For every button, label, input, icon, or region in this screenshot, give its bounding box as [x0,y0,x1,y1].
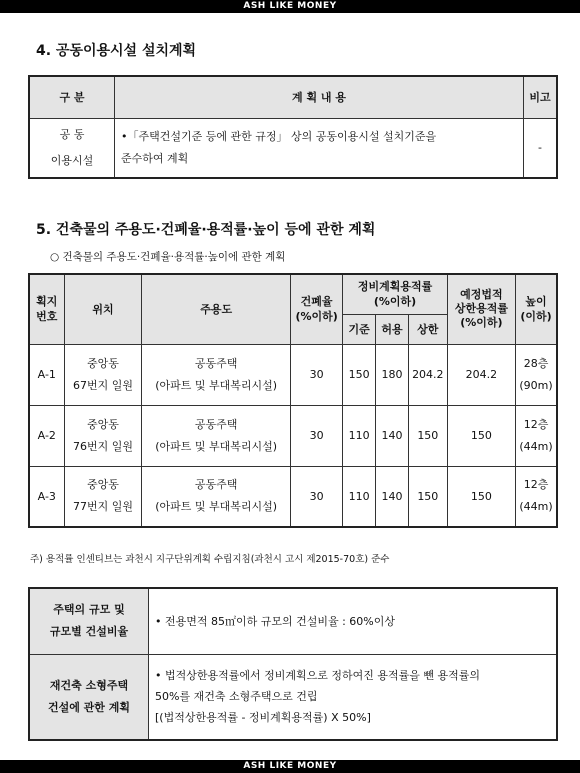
header-height: 높이 (이하) [516,274,557,344]
footnote: 주) 용적률 인센티브는 과천시 지구단위계획 수립지침(과천시 고시 제2015-70호) 준수 [30,554,390,565]
header-category: 구 분 [29,76,115,118]
section5-subtitle: ○ 건축물의 주용도·건폐율·용적률·높이에 관한 계획 [50,251,286,263]
housing-size-label: 주택의 규모 및 규모별 건설비율 [29,588,149,654]
cell-far-base: 110 [343,466,376,527]
row-content: •「주택건설기준 등에 관한 규정」 상의 공동이용시설 설치기준을 준수하여 계획 [115,118,524,178]
header-legal-far: 예정법적 상한용적률 (%이하) [447,274,515,344]
cell-use: 공동주택 (아파트 및 부대복리시설) [142,344,291,405]
small-housing-content: • 법적상한용적률에서 정비계획으로 정하여진 용적률을 뺀 용적률의 50%를 재건축 소형주택으로 건립 [(법적상한용적률 - 정비계획용적률) X 50%] [149,654,558,740]
cell-bcr: 30 [290,405,342,466]
cell-far-max: 150 [408,405,447,466]
top-watermark-bar: ASH LIKE MONEY [0,0,580,13]
cell-zone: A-3 [29,466,64,527]
cell-bcr: 30 [290,466,342,527]
cell-location: 중앙동 67번지 일원 [64,344,142,405]
cell-location: 중앙동 77번지 일원 [64,466,142,527]
cell-use: 공동주택 (아파트 및 부대복리시설) [142,466,291,527]
housing-plan-table [28,587,558,741]
header-content: 계 획 내 용 [115,76,524,118]
row-note: - [524,118,558,178]
cell-height: 12층 (44m) [516,405,557,466]
header-far-allow: 허용 [376,314,409,344]
section5-title: 5. 건축물의 주용도·건폐율·용적률·높이 등에 관한 계획 [36,222,376,238]
header-far-group: 정비계획용적률 (%이하) [343,274,447,314]
cell-far-allow: 140 [376,466,409,527]
cell-far-base: 150 [343,344,376,405]
cell-far-allow: 140 [376,405,409,466]
facilities-table [28,75,558,179]
cell-far-base: 110 [343,405,376,466]
cell-far-max: 204.2 [408,344,447,405]
header-zone: 획지 번호 [29,274,64,344]
table-row [29,466,557,527]
housing-size-content: • 전용면적 85㎡이하 규모의 건설비율 : 60%이상 [149,588,558,654]
cell-height: 12층 (44m) [516,466,557,527]
cell-legal-far: 150 [447,466,515,527]
bottom-watermark-bar: ASH LIKE MONEY [0,760,580,773]
building-plan-table [28,273,558,528]
header-note: 비고 [524,76,558,118]
table-row [29,344,557,405]
header-use: 주용도 [142,274,291,344]
header-bcr: 건폐율 (%이하) [290,274,342,344]
section4-title: 4. 공동이용시설 설치계획 [36,43,197,59]
cell-legal-far: 150 [447,405,515,466]
header-far-max: 상한 [408,314,447,344]
cell-legal-far: 204.2 [447,344,515,405]
small-housing-label: 재건축 소형주택 건설에 관한 계획 [29,654,149,740]
header-far-base: 기준 [343,314,376,344]
table-row [29,405,557,466]
cell-location: 중앙동 76번지 일원 [64,405,142,466]
cell-height: 28층 (90m) [516,344,557,405]
row-category: 공 동 이용시설 [29,118,115,178]
cell-zone: A-2 [29,405,64,466]
header-location: 위치 [64,274,142,344]
cell-far-allow: 180 [376,344,409,405]
cell-far-max: 150 [408,466,447,527]
cell-use: 공동주택 (아파트 및 부대복리시설) [142,405,291,466]
cell-bcr: 30 [290,344,342,405]
cell-zone: A-1 [29,344,64,405]
